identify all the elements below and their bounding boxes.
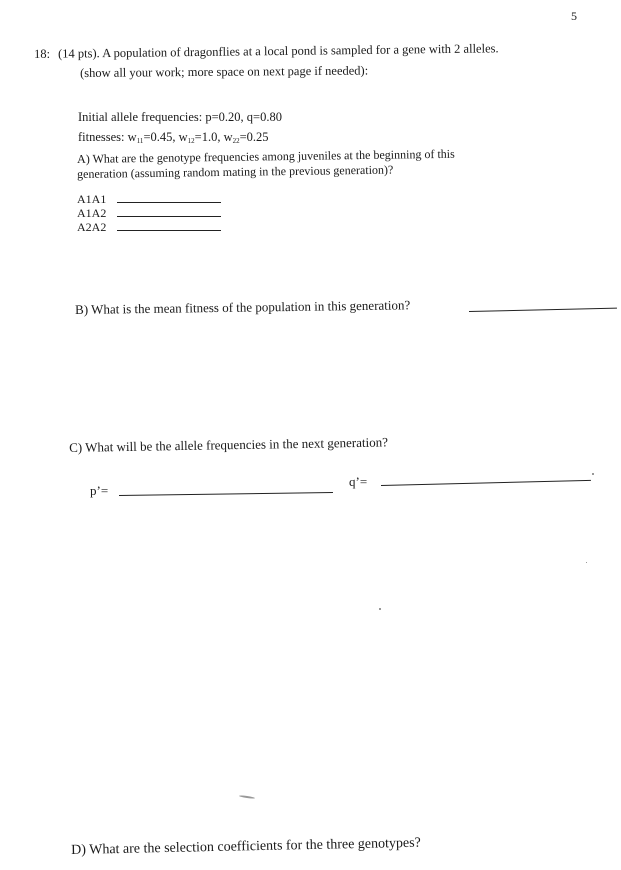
question-header-text: (14 pts). A population of dragonflies at a local pond is sampled for a gene with 2 alleles. (57, 41, 499, 61)
part-a-question-line-2: generation (assuming random mating in the previous generation)? (77, 162, 394, 181)
q-prime-answer-blank[interactable] (381, 480, 591, 486)
w12-subscript: 12 (187, 137, 195, 145)
scan-speck (379, 608, 381, 610)
w22-label: w (223, 130, 233, 144)
p-prime-label: p’= (90, 483, 109, 498)
genotype-answer-blank[interactable] (117, 220, 221, 231)
part-d-question: D) What are the selection coefficients for the three genotypes? (71, 835, 421, 858)
genotype-label: A2A2 (77, 220, 107, 234)
question-header (34, 41, 499, 62)
genotype-answer-blank[interactable] (117, 192, 221, 203)
w22-subscript: 22 (232, 137, 240, 145)
initial-allele-frequencies: Initial allele frequencies: p=0.20, q=0.80 (78, 110, 282, 124)
page-number: 5 (571, 9, 577, 23)
genotype-row-a1a1 (77, 192, 221, 207)
genotype-label: A1A2 (77, 206, 107, 220)
w12-label: w (178, 130, 188, 144)
scan-speck (239, 795, 255, 799)
part-c-question: C) What will be the allele frequencies in the next generation? (69, 434, 389, 455)
w12-value: =1.0, (194, 130, 224, 144)
genotype-row-a1a2 (77, 206, 221, 221)
w11-label: w (127, 130, 137, 144)
question-subheader: (show all your work; more space on next page if needed): (80, 63, 369, 80)
part-a-question-line-1: A) What are the genotype frequencies among juveniles at the beginning of this (77, 146, 455, 166)
genotype-label: A1A1 (77, 192, 107, 206)
w22-value: =0.25 (239, 130, 269, 144)
scan-speck (592, 473, 594, 475)
scan-speck (586, 562, 587, 563)
fitness-values (78, 130, 269, 145)
q-prime-label: q’= (349, 474, 368, 489)
mean-fitness-answer-blank[interactable] (469, 308, 617, 312)
genotype-row-a2a2 (77, 220, 221, 235)
question-number: 18: (34, 46, 51, 61)
p-prime-answer-blank[interactable] (119, 492, 333, 496)
part-b-question: B) What is the mean fitness of the population in this generation? (75, 297, 411, 317)
w11-subscript: 11 (136, 137, 144, 145)
fitness-prefix: fitnesses: (78, 130, 128, 144)
genotype-answer-blank[interactable] (117, 206, 221, 217)
w11-value: =0.45, (143, 130, 179, 144)
